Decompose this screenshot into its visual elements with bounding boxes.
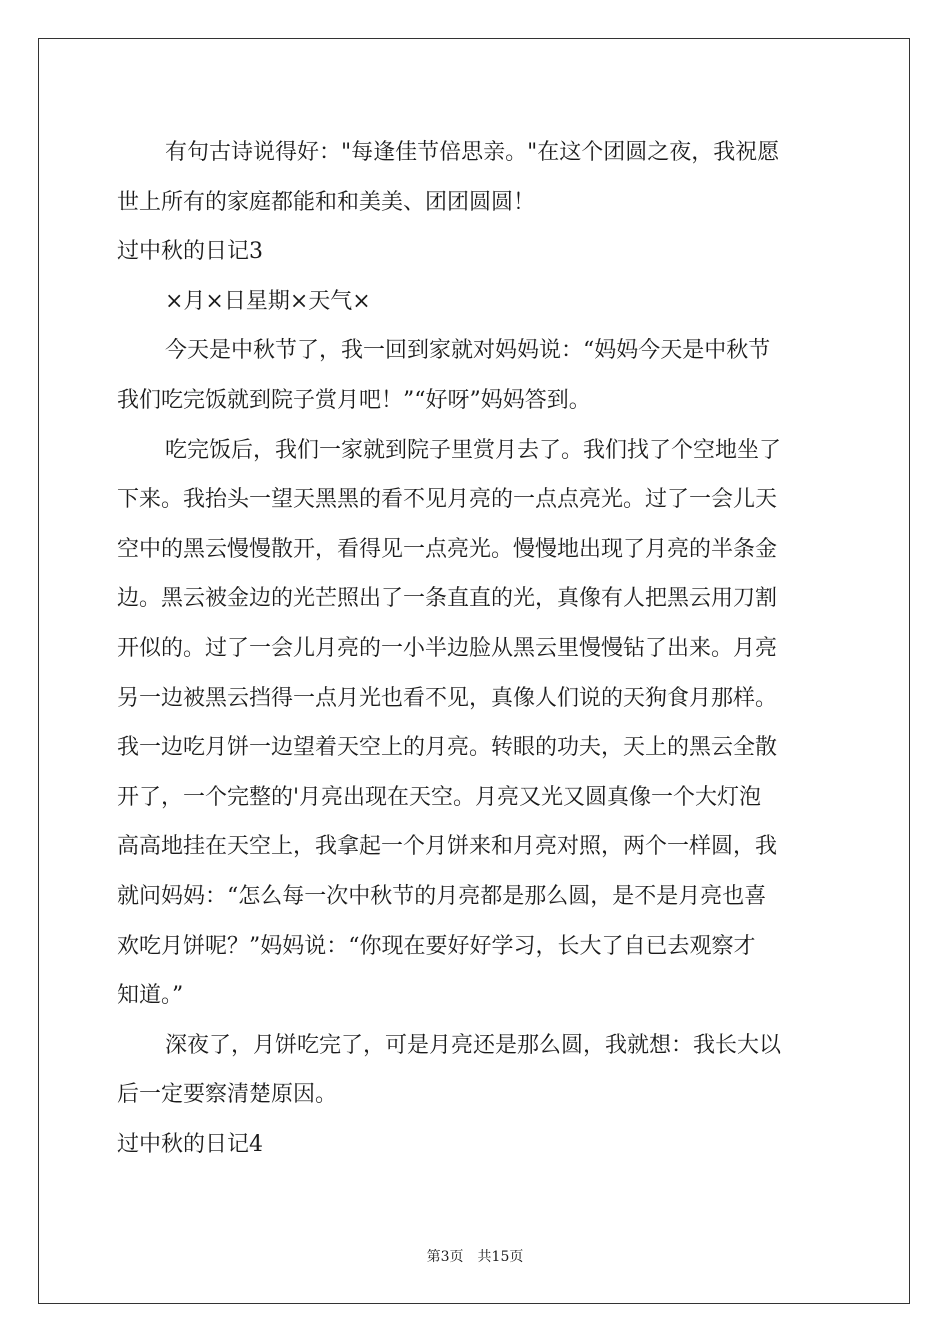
- page-number: 第3页: [426, 1249, 464, 1265]
- paragraph-line: 后一定要察清楚原因。: [117, 1082, 338, 1108]
- page-total: 共15页: [477, 1249, 524, 1265]
- paragraph-line: 我们吃完饭就到院子赏月吧！”“好呀”妈妈答到。: [117, 387, 591, 413]
- paragraph-line: 空中的黑云慢慢散开，看得见一点亮光。慢慢地出现了月亮的半条金: [117, 536, 778, 562]
- page-footer: [0, 1248, 950, 1266]
- paragraph-line: 高高地挂在天空上，我拿起一个月饼来和月亮对照，两个一样圆，我: [117, 834, 778, 860]
- paragraph-line: 今天是中秋节了，我一回到家就对妈妈说：“妈妈今天是中秋节: [165, 338, 771, 364]
- paragraph-line: 吃完饭后，我们一家就到院子里赏月去了。我们找了个空地坐了: [165, 437, 782, 463]
- document-body: [117, 128, 831, 1169]
- paragraph-line: 有句古诗说得好："每逢佳节倍思亲。"在这个团圆之夜，我祝愿: [165, 140, 780, 165]
- paragraph-line: 开了，一个完整的'月亮出现在天空。月亮又光又圆真像一个大灯泡: [117, 784, 762, 810]
- paragraph-line: 知道。”: [117, 983, 184, 1009]
- paragraph-line: 深夜了，月饼吃完了，可是月亮还是那么圆，我就想：我长大以: [165, 1032, 782, 1058]
- paragraph-line: 世上所有的家庭都能和和美美、团团圆圆！: [117, 189, 536, 215]
- section-heading: 过中秋的日记3: [117, 239, 263, 265]
- paragraph-line: 就问妈妈：“怎么每一次中秋节的月亮都是那么圆，是不是月亮也喜: [117, 883, 767, 909]
- section-heading: 过中秋的日记4: [117, 1131, 263, 1157]
- paragraph-line: 下来。我抬头一望天黑黑的看不见月亮的一点点亮光。过了一会儿天: [117, 487, 778, 513]
- paragraph-line: 欢吃月饼呢？”妈妈说：“你现在要好好学习，长大了自已去观察才: [117, 933, 756, 959]
- date-line: ×月×日星期×天气×: [165, 288, 371, 314]
- paragraph-line: 边。黑云被金边的光芒照出了一条直直的光，真像有人把黑云用刀割: [117, 586, 778, 612]
- paragraph-line: 开似的。过了一会儿月亮的一小半边脸从黑云里慢慢钻了出来。月亮: [117, 635, 778, 661]
- paragraph-line: 另一边被黑云挡得一点月光也看不见，真像人们说的天狗食月那样。: [117, 685, 778, 711]
- paragraph-line: 我一边吃月饼一边望着天空上的月亮。转眼的功夫，天上的黑云全散: [117, 735, 778, 761]
